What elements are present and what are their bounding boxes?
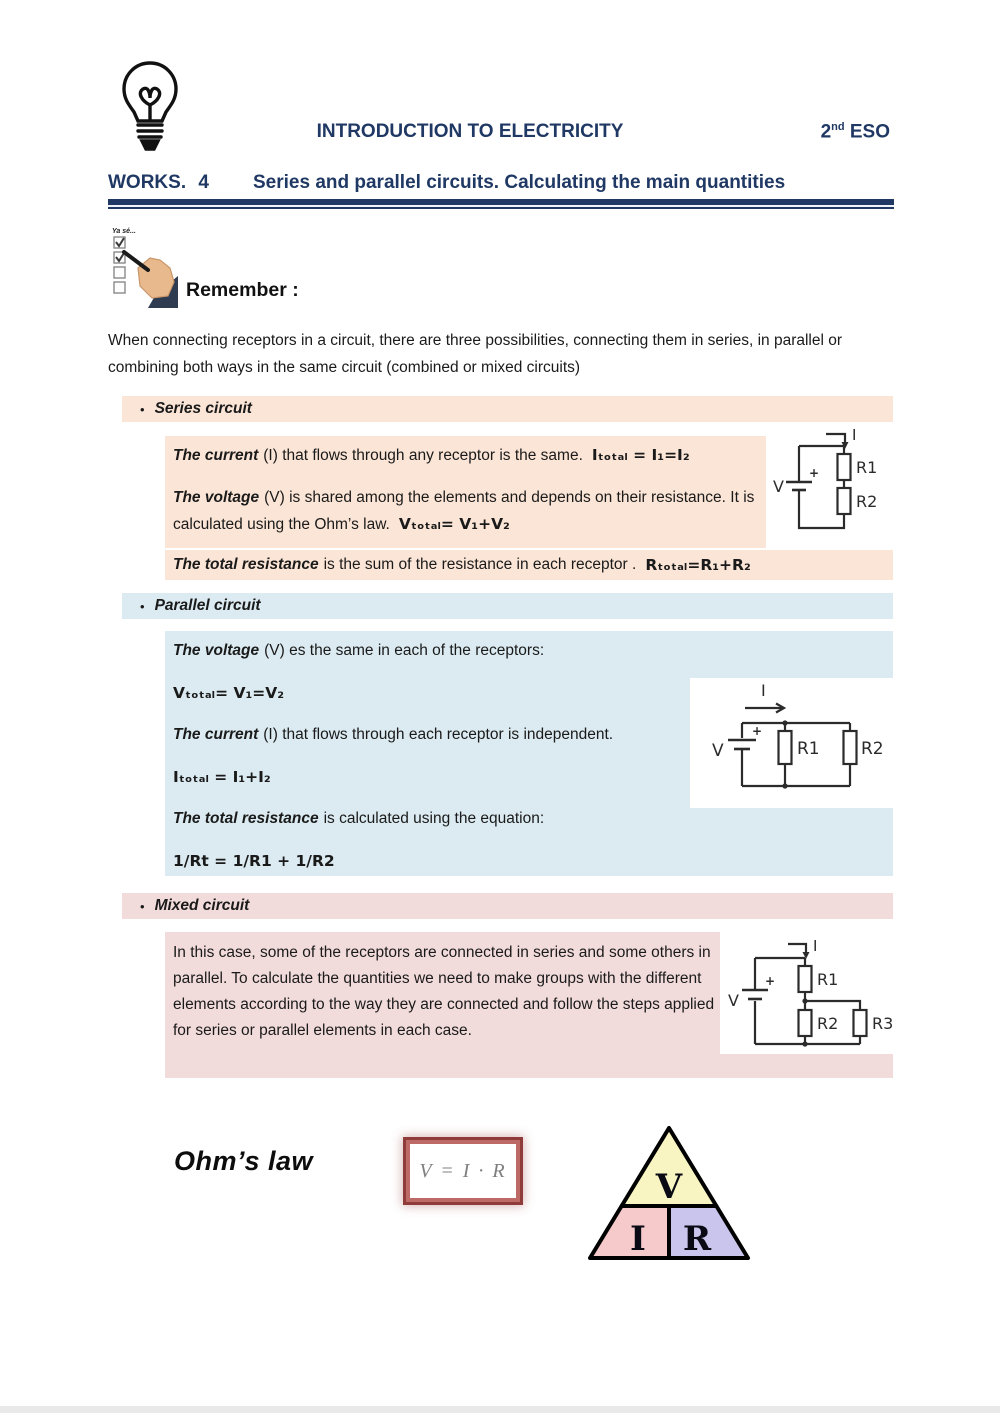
parallel-voltage-lead: The voltage [173,642,260,659]
series-resistance-lead: The total resistance [173,556,319,573]
mixed-paragraph: In this case, some of the receptors are connected in series and some others in parallel. To calculate the quantities we need to make groups with the different elements according to the way they are connected and follow the steps applied for series or parallel elements in each case. [173,944,715,1039]
ohms-law-formula: V = I · R [419,1159,507,1182]
ohms-law-heading: Ohm’s law [174,1146,314,1176]
parallel-current-label: I [761,681,766,700]
triangle-v-label: V [655,1167,683,1207]
mixed-r3-label: R3 [872,1014,893,1033]
bullet-icon: • [140,898,145,914]
series-text-block [165,436,766,548]
mixed-voltage-label: V [728,991,739,1010]
series-current-line [173,442,762,469]
grade-label [790,121,890,143]
series-current-label: I [852,426,857,444]
series-current-text: (I) that flows through any receptor is the same. [263,447,583,464]
battery-plus-label: + [752,724,763,738]
series-voltage-text: (V) is shared among the elements and depends on their resistance. It is calculated using the Ohm’s law. [173,489,755,533]
parallel-voltage-line [173,641,889,661]
parallel-voltage-text: (V) es the same in each of the receptors: [264,642,545,659]
hand-shape [138,258,174,298]
parallel-current-lead: The current [173,726,259,743]
lightbulb-icon [110,57,190,157]
intro-paragraph: When connecting receptors in a circuit, there are three possibilities, connecting them in series, in parallel or combining both ways in the same circuit (combined or mixed circuits) [108,332,843,376]
pen-shape [124,252,148,270]
mixed-section-header [122,893,893,919]
mixed-heading: Mixed circuit [154,897,250,914]
mixed-circuit-figure [720,932,893,1054]
mixed-current-label: I [813,937,818,955]
series-circuit-figure [766,424,893,548]
triangle-r-label: R [682,1219,712,1259]
checklist-caption: Ya sé... [112,228,136,235]
series-resistance-line [165,550,893,580]
series-voltage-label: V [773,477,784,496]
battery-plus-label: + [809,466,820,480]
series-current-lead: The current [173,447,259,464]
mixed-circuit-diagram [720,932,893,1054]
series-section-header [122,396,893,422]
ohms-law-formula-box [406,1140,520,1202]
checklist-hand-icon [110,224,178,308]
series-r1-label: R1 [856,458,878,477]
parallel-circuit-figure [690,678,893,808]
parallel-voltage-label: V [712,741,724,761]
battery-plus-label: + [765,974,776,988]
parallel-current-formula: Iₜₒₜₐₗ = I₁+I₂ [173,768,271,786]
mixed-r1-label: R1 [817,970,839,989]
bullet-icon: • [140,401,145,417]
parallel-resistance-formula: 1/Rt = 1/R1 + 1/R2 [173,852,335,870]
page-title: INTRODUCTION TO ELECTRICITY [316,121,624,142]
series-current-formula: Iₜₒₜₐₗ = I₁=I₂ [591,446,690,464]
parallel-section-header [122,593,893,619]
series-resistance-text: is the sum of the resistance in each receptor . [323,556,637,573]
worksheet-subtitle: Series and parallel circuits. Calculating the main quantities [253,172,786,193]
page-bottom-edge [0,1406,1000,1413]
header-divider [108,199,894,209]
parallel-resistance-lead: The total resistance [173,810,319,827]
grade-number: 2 [820,121,832,143]
series-circuit-diagram [766,424,893,548]
series-voltage-lead: The voltage [173,489,260,506]
grade-suffix: ESO [844,121,890,143]
parallel-r1-label: R1 [797,739,820,759]
parallel-resistance-text: is calculated using the equation: [323,810,545,827]
grade-ordinal: nd [831,121,845,133]
works-number: WORKS. 4 [108,172,209,193]
mixed-r2-label: R2 [817,1014,839,1033]
parallel-current-text: (I) that flows through each receptor is independent. [263,726,614,743]
series-heading: Series circuit [154,400,252,417]
series-resistance-formula: Rₜₒₜₐₗ=R₁+R₂ [645,556,751,574]
series-voltage-formula: Vₜₒₜₐₗ= V₁+V₂ [398,515,510,533]
ohms-law-triangle [580,1122,758,1264]
parallel-heading: Parallel circuit [154,597,261,614]
series-r2-label: R2 [856,492,878,511]
parallel-voltage-formula: Vₜₒₜₐₗ= V₁=V₂ [173,684,285,702]
parallel-circuit-diagram [690,678,893,808]
parallel-r2-label: R2 [861,739,884,759]
remember-heading: Remember : [186,279,299,301]
triangle-i-label: I [630,1219,646,1259]
bullet-icon: • [140,598,145,614]
parallel-resistance-line [173,809,889,829]
series-voltage-line [173,485,762,538]
